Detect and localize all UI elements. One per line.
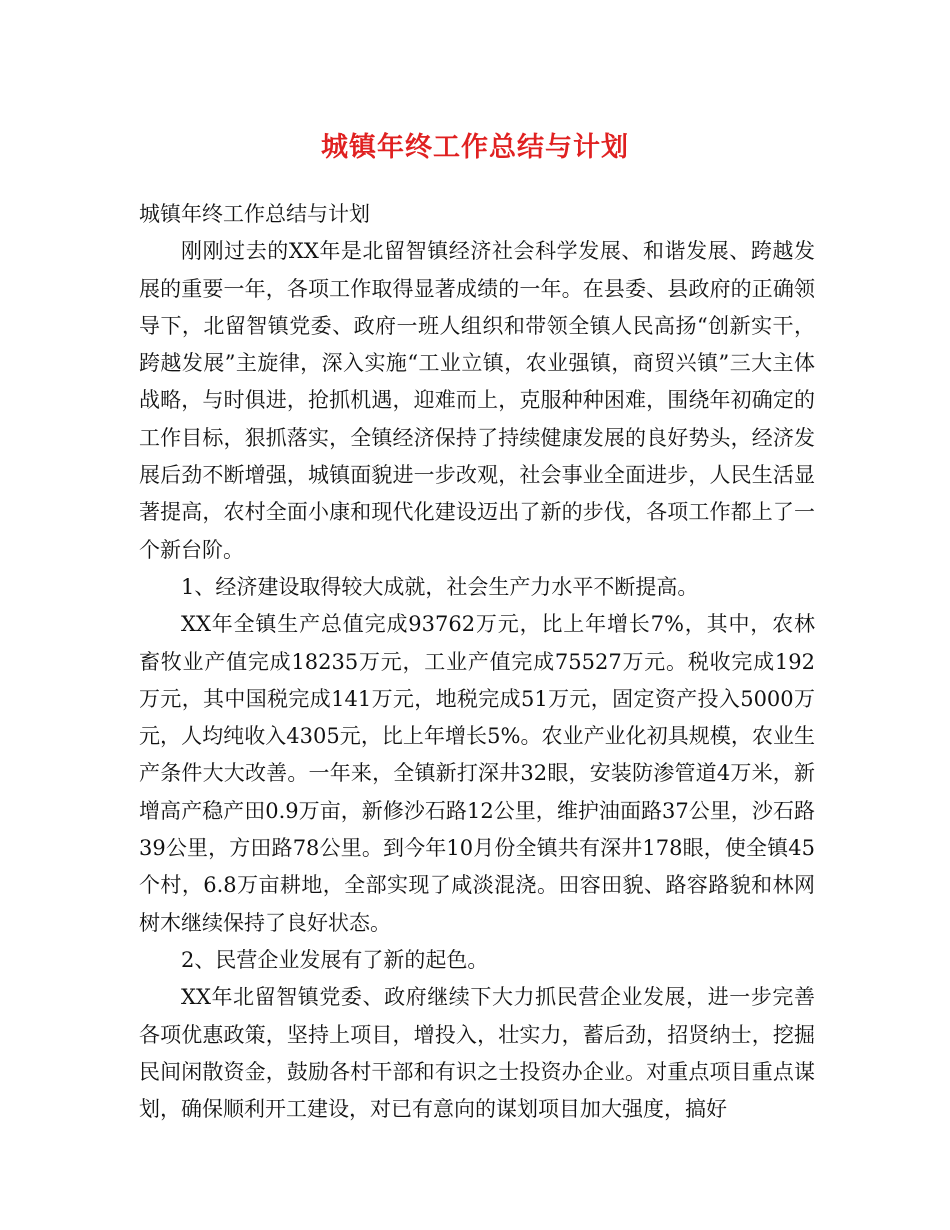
document-title: 城镇年终工作总结与计划 (321, 132, 629, 163)
document-body (139, 196, 815, 1128)
paragraph: 刚刚过去的XX年是北留智镇经济社会科学发展、和谐发展、跨越发展的重要一年，各项工作取得显著成绩的一年。在县委、县政府的正确领导下，北留智镇党委、政府一班人组织和带领全镇人民高扬“创新实干，跨越发展”主旋律，深入实施“工业立镇，农业强镇，商贸兴镇”三大主体战略，与时俱进，抢抓机遇，迎难而上，克服种种困难，围绕年初确定的工作目标，狠抓落实，全镇经济保持了持续健康发展的良好势头，经济发展后劲不断增强，城镇面貌进一步改观，社会事业全面进步，人民生活显著提高，农村全面小康和现代化建设迈出了新的步伐，各项工作都上了一个新台阶。 (139, 239, 815, 562)
paragraph: XX年全镇生产总值完成93762万元，比上年增长7%，其中，农林畜牧业产值完成18235万元，工业产值完成75527万元。税收完成192万元，其中国税完成141万元，地税完成51万元，固定资产投入5000万元，人均纯收入4305元，比上年增长5%。农业产业化初具规模，农业生产条件大大改善。一年来，全镇新打深井32眼，安装防渗管道4万米，新增高产稳产田0.9万亩，新修沙石路12公里，维护油面路37公里，沙石路39公里，方田路78公里。到今年10月份全镇共有深井178眼，使全镇45个村，6.8万亩耕地，全部实现了咸淡混浇。田容田貌、路容路貌和林网树木继续保持了良好状态。 (139, 612, 815, 935)
section-heading-private-enterprise: 2、民营企业发展有了新的起色。 (181, 947, 489, 972)
document-subtitle: 城镇年终工作总结与计划 (139, 202, 370, 226)
section-heading-economy: 1、经济建设取得较大成就，社会生产力水平不断提高。 (181, 574, 699, 599)
paragraph: XX年北留智镇党委、政府继续下大力抓民营企业发展，进一步完善各项优惠政策，坚持上项目，增投入，壮实力，蓄后劲，招贤纳士，挖掘民间闲散资金，鼓励各村干部和有识之士投资办企业。对重点项目重点谋划，确保顺利开工建设，对已有意向的谋划项目加大强度，搞好 (139, 985, 815, 1122)
